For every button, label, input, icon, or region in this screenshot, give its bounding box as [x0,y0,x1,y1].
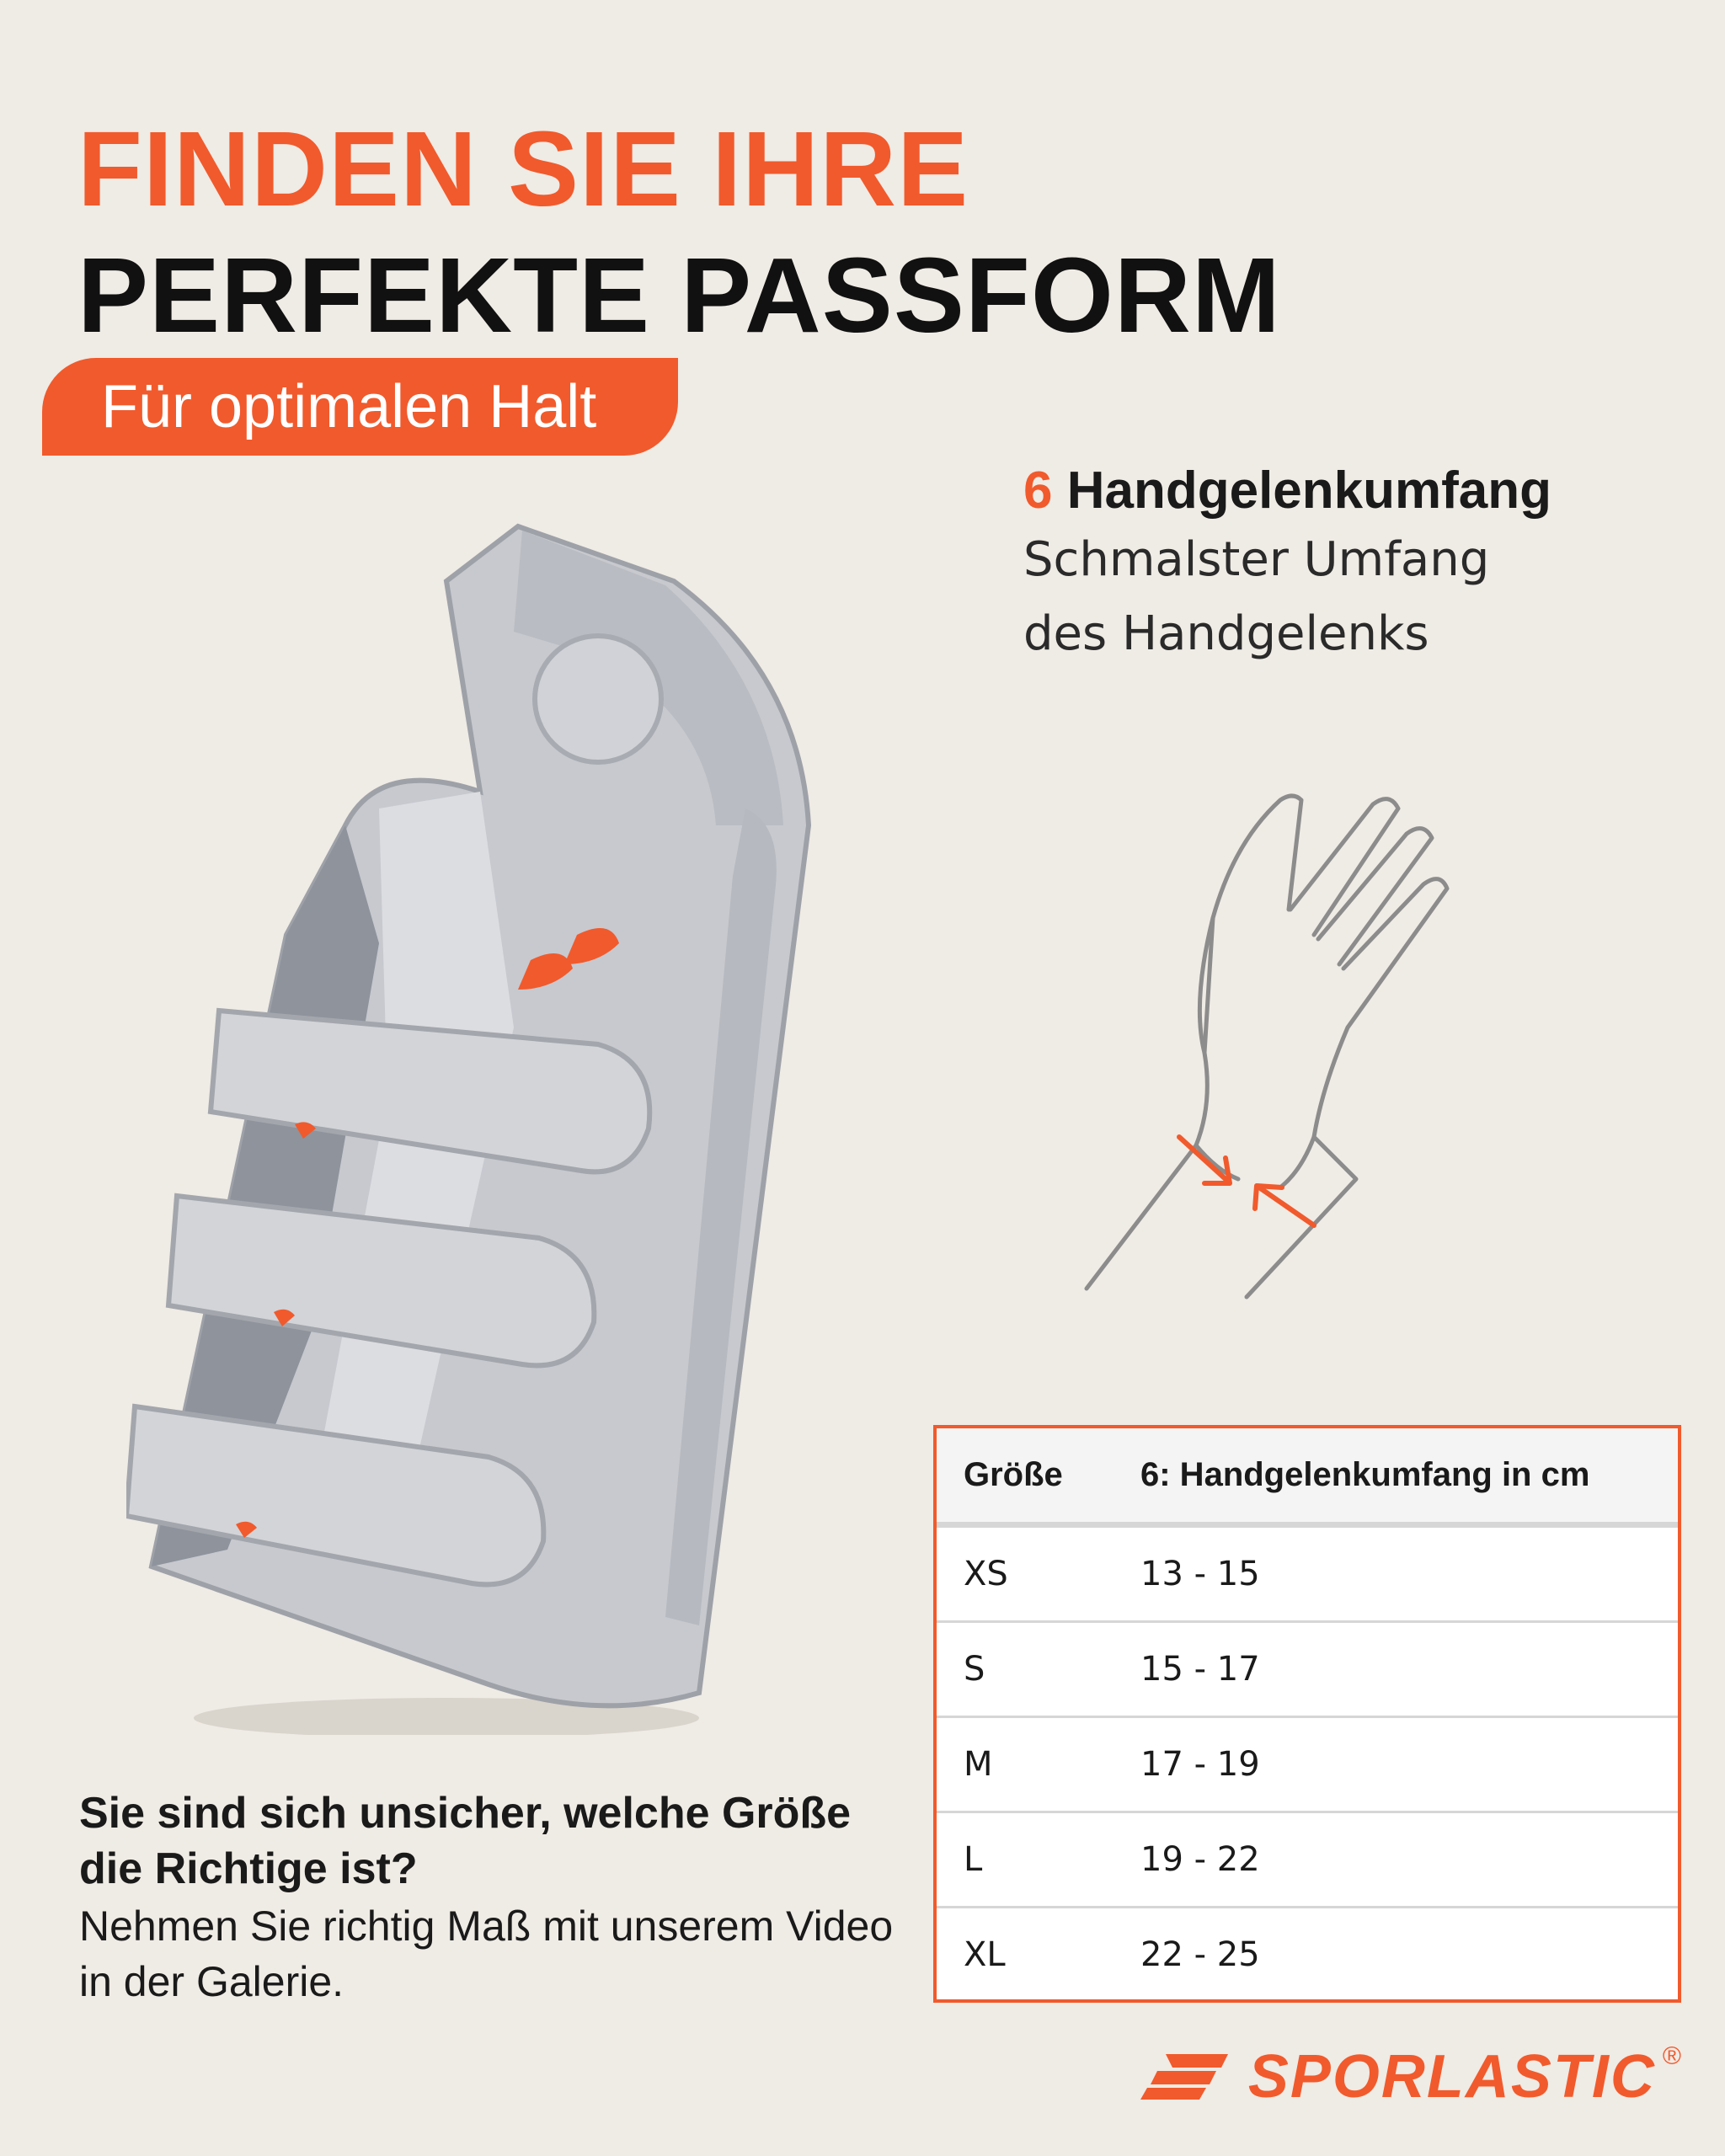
measurement-info [1023,459,1551,671]
headline-line-1: FINDEN SIE IHRE [77,109,969,228]
help-question: Sie sind sich unsicher, welche Größe die Richtige ist? [79,1789,852,1893]
measurement-number: 6 [1023,462,1053,520]
help-answer: Nehmen Sie richtig Maß mit unserem Video in der Galerie. [79,1903,894,2005]
table-header-size: Größe [964,1456,1063,1493]
measurement-heading [1023,459,1551,523]
measurement-title: Handgelenkumfang [1066,462,1552,520]
table-cell-range: 22 - 25 [1140,1935,1260,1974]
table-cell-range: 15 - 17 [1140,1650,1260,1689]
brand-logo [1140,2042,1681,2111]
measurement-desc-line-2: des Handgelenks [1023,606,1429,661]
size-help [79,1785,921,2009]
table-row [937,1525,1678,1620]
table-cell-range: 19 - 22 [1140,1840,1260,1879]
table-header-row [937,1428,1678,1525]
tagline-badge [42,358,678,456]
table-cell-size: XS [964,1555,1008,1593]
table-cell-range: 13 - 15 [1140,1555,1260,1593]
headline-line-2: PERFEKTE PASSFORM [77,236,1281,355]
table-cell-range: 17 - 19 [1140,1745,1260,1784]
table-row [937,1620,1678,1716]
brand-name: SPORLASTIC [1247,2043,1656,2111]
sporlastic-s-logo-icon [1140,2051,1233,2103]
table-header-circumference: 6: Handgelenkumfang in cm [1140,1456,1590,1493]
table-cell-size: XL [964,1935,1006,1974]
table-cell-size: M [964,1745,993,1784]
size-table [933,1425,1681,2003]
table-cell-size: L [964,1840,983,1879]
tagline-text: Für optimalen Halt [101,373,597,440]
measurement-desc-line-1: Schmalster Umfang [1023,532,1490,587]
table-row [937,1906,1678,2001]
registered-mark: ® [1662,2042,1681,2070]
table-cell-size: S [964,1650,985,1689]
wrist-brace-image [126,505,851,1735]
hand-outline-icon [1070,783,1508,1305]
table-row [937,1716,1678,1811]
table-row [937,1811,1678,1906]
